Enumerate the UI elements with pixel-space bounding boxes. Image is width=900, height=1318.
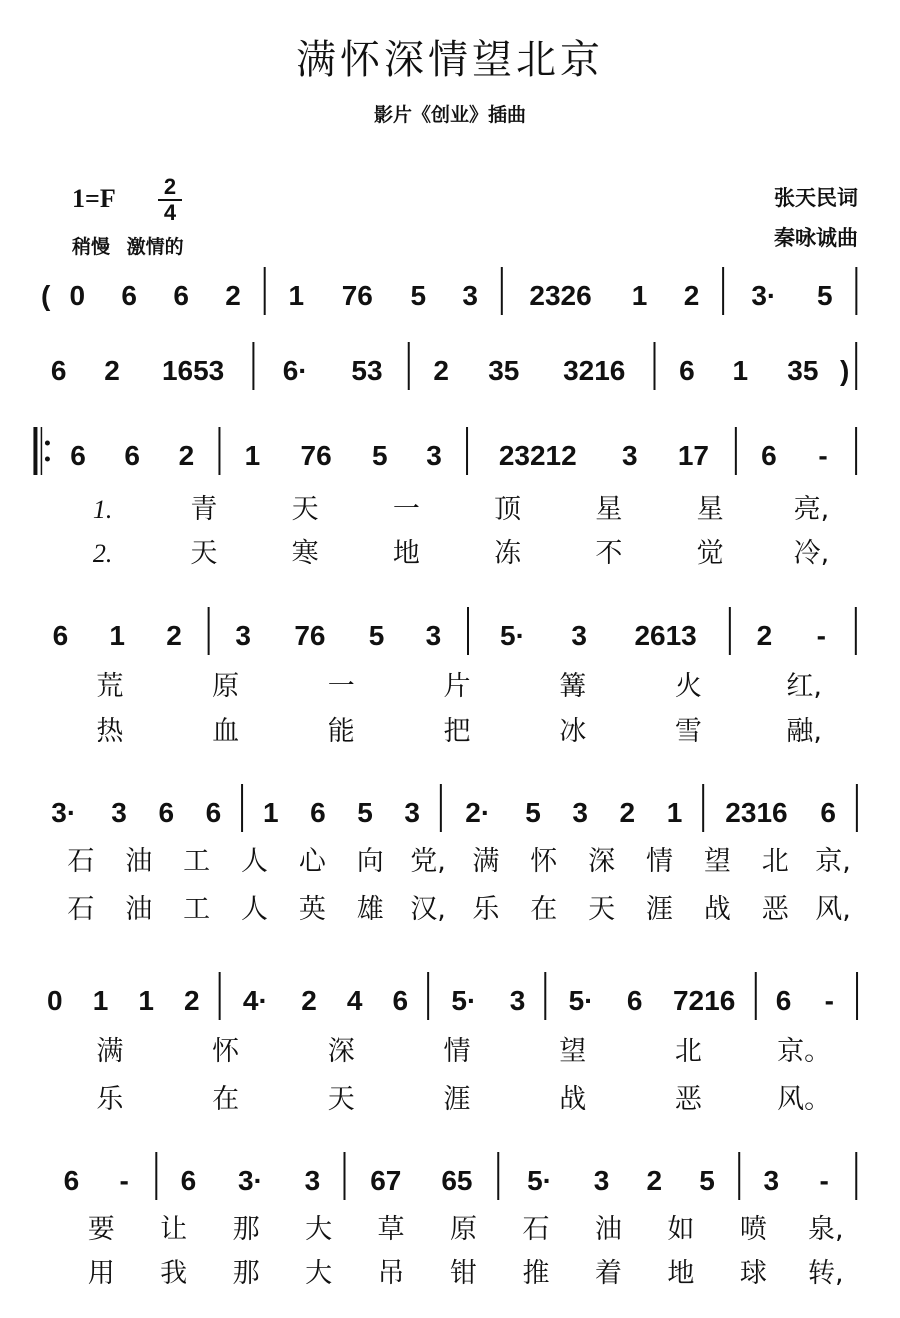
note: 6·	[282, 355, 308, 386]
note: 6	[63, 1165, 80, 1196]
lyric-syllable: 要	[87, 1214, 115, 1245]
meter-numerator: 2	[163, 174, 177, 199]
lyric-syllable: 篝	[559, 671, 587, 702]
lyric-syllable: 工	[183, 846, 211, 877]
lyric-syllable: 石	[67, 846, 95, 877]
lyric-syllable: 乐	[96, 1084, 124, 1115]
lyric-syllable: 英	[298, 894, 326, 925]
note: 17	[677, 440, 709, 471]
note: -	[119, 1165, 129, 1196]
note: 1	[631, 280, 648, 311]
note: 76	[341, 280, 373, 311]
lyric-syllable: 涯	[646, 894, 673, 925]
lyric-syllable: 石	[522, 1214, 550, 1245]
lyric-syllable: 战	[703, 894, 731, 925]
note: 6	[679, 355, 695, 386]
note: 3	[571, 620, 587, 651]
note: 5	[368, 620, 385, 651]
lyric-syllable: 油	[594, 1214, 622, 1245]
lyric-syllable: 觉	[696, 538, 724, 569]
lyric-syllable: 喷	[739, 1214, 767, 1245]
note: 2	[166, 620, 182, 651]
lyric-syllable: 荒	[96, 671, 124, 702]
lyric-syllable: 涯	[443, 1084, 471, 1115]
lyric-syllable: 党,	[410, 846, 446, 877]
lyric-syllable: 恶	[674, 1084, 702, 1115]
lyric-syllable: 战	[559, 1084, 587, 1115]
lyric-syllable: 钳	[450, 1258, 477, 1289]
note: 6	[310, 797, 326, 828]
lyric-syllable: 情	[443, 1036, 471, 1067]
lyric-syllable: 在	[530, 894, 558, 925]
note: 6	[50, 355, 67, 386]
lyric-syllable: 汉,	[410, 894, 446, 925]
lyric-syllable: 心	[298, 846, 326, 877]
note: 23212	[498, 440, 577, 471]
lyric-syllable: 用	[87, 1258, 115, 1289]
key-signature: 1=F	[72, 184, 116, 213]
lyric-syllable: 风。	[777, 1084, 832, 1115]
note: 3·	[751, 280, 777, 311]
lyric-syllable: 油	[125, 846, 153, 877]
lyric-syllable: 向	[356, 846, 384, 877]
note: 1	[92, 985, 109, 1016]
lyric-syllable: 天	[190, 538, 218, 569]
lyric-syllable: 片	[443, 671, 471, 702]
note: 1	[288, 280, 305, 311]
lyric-syllable: 一	[327, 671, 355, 702]
lyric-syllable: 血	[212, 716, 240, 747]
meter-denominator: 4	[163, 200, 177, 225]
note: 5	[699, 1165, 715, 1196]
note: 2613	[634, 620, 697, 651]
lyric-syllable: 京,	[815, 846, 851, 877]
lyric-syllable: 天	[588, 894, 616, 925]
note: 1653	[161, 355, 225, 386]
note: 6	[70, 440, 86, 471]
lyric-syllable: 地	[667, 1258, 695, 1289]
tempo-marking: 稍慢 激情的	[72, 236, 184, 258]
lyric-syllable: 雪	[674, 716, 702, 747]
lyric-syllable: 天	[327, 1084, 355, 1115]
lyric-syllable: 天	[291, 494, 319, 525]
note: (	[40, 280, 51, 311]
lyric-syllable: 北	[674, 1036, 702, 1067]
note: 6	[124, 440, 141, 471]
lyric-syllable: 顶	[494, 494, 522, 525]
lyric-syllable: 不	[595, 538, 623, 569]
note: 3	[572, 797, 588, 828]
note: 2	[619, 797, 636, 828]
lyric-syllable: 亮,	[793, 494, 830, 525]
note: 2	[683, 280, 700, 311]
note: 6	[820, 797, 836, 828]
note: 5	[525, 797, 541, 828]
note: 3	[425, 620, 442, 651]
lyric-syllable: 吊	[377, 1258, 405, 1289]
lyric-syllable: 那	[232, 1258, 260, 1289]
lyric-syllable: 北	[761, 846, 789, 877]
note: 3	[462, 280, 478, 311]
repeat-dot	[45, 441, 50, 446]
lyric-syllable: 乐	[472, 894, 500, 925]
note: 5·	[568, 985, 594, 1016]
lyric-syllable: 如	[667, 1214, 695, 1245]
note: 1	[244, 440, 261, 471]
lyric-syllable: 工	[183, 894, 211, 925]
note: 6	[761, 440, 777, 471]
note: 65	[441, 1165, 473, 1196]
note: 3	[593, 1165, 610, 1196]
lyric-syllable: 冷,	[793, 538, 830, 569]
lyric-syllable: 红,	[786, 671, 822, 702]
lyric-syllable: 泉,	[807, 1214, 844, 1245]
note: 5	[372, 440, 388, 471]
note: 2	[104, 355, 120, 386]
note: 53	[351, 355, 383, 386]
lyric-syllable: 原	[450, 1214, 477, 1245]
note: -	[818, 440, 828, 471]
lyric-syllable: 融,	[786, 716, 822, 747]
note: 1	[732, 355, 749, 386]
song-title: 满怀深情望北京	[296, 37, 604, 83]
lyric-syllable: 那	[232, 1214, 260, 1245]
lyric-syllable: 情	[646, 846, 673, 877]
note: 0	[47, 985, 63, 1016]
note: 3	[235, 620, 251, 651]
note: 5·	[500, 620, 525, 651]
note: 0	[69, 280, 86, 311]
lyric-syllable: 寒	[291, 538, 319, 569]
note: 76	[294, 620, 326, 651]
note: 2	[184, 985, 200, 1016]
note: 4	[346, 985, 363, 1016]
note: -	[819, 1165, 829, 1196]
note: 3216	[563, 355, 626, 386]
note: 6	[205, 797, 222, 828]
lyric-syllable: 人	[241, 894, 268, 925]
note: 7216	[672, 985, 736, 1016]
note: 1	[666, 797, 683, 828]
lyric-syllable: 深	[588, 846, 616, 877]
note: 1	[109, 620, 126, 651]
lyric-syllable: 星	[595, 494, 623, 525]
lyric-syllable: 大	[305, 1214, 333, 1245]
lyric-syllable: 火	[674, 671, 702, 702]
note: 3	[426, 440, 442, 471]
song-subtitle: 影片《创业》插曲	[373, 104, 526, 126]
note: 5·	[527, 1165, 553, 1196]
note: 6	[158, 797, 175, 828]
lyricist-credit: 张天民词	[774, 186, 858, 210]
lyric-syllable: 大	[305, 1258, 333, 1289]
lyric-syllable: 热	[96, 716, 124, 747]
lyric-syllable: 让	[160, 1214, 188, 1245]
lyric-syllable: 我	[160, 1258, 188, 1289]
note: 76	[300, 440, 332, 471]
lyric-syllable: 石	[67, 894, 95, 925]
lyric-syllable: 转,	[807, 1258, 844, 1289]
note: 35	[787, 355, 819, 386]
note: 35	[488, 355, 520, 386]
lyric-syllable: 球	[739, 1258, 767, 1289]
note: -	[816, 620, 826, 651]
composer-credit: 秦咏诚曲	[774, 226, 858, 250]
lyric-syllable: 满	[96, 1036, 124, 1067]
lyric-syllable: 恶	[761, 894, 789, 925]
note: 2·	[465, 797, 491, 828]
lyric-syllable: 青	[190, 494, 218, 525]
lyric-syllable: 着	[594, 1258, 622, 1289]
note: 6	[121, 280, 137, 311]
lyric-syllable: 草	[377, 1214, 405, 1245]
note: 5	[816, 280, 833, 311]
note: 6	[180, 1165, 197, 1196]
lyric-syllable: 原	[212, 671, 240, 702]
repeat-dot	[45, 457, 50, 462]
lyric-syllable: 人	[241, 846, 268, 877]
lyric-syllable: 油	[125, 894, 153, 925]
note: 1	[262, 797, 279, 828]
note: 2	[301, 985, 317, 1016]
lyric-syllable: 风,	[815, 894, 851, 925]
lyric-syllable: 雄	[356, 894, 384, 925]
lyric-syllable: 地	[392, 538, 420, 569]
note: 2	[225, 280, 241, 311]
note: 1	[138, 985, 154, 1016]
note: 6	[392, 985, 409, 1016]
note: 5·	[451, 985, 477, 1016]
note: 4·	[242, 985, 268, 1016]
note: 3	[111, 797, 127, 828]
note: 3·	[237, 1165, 263, 1196]
note: 3	[621, 440, 638, 471]
lyric-syllable: 怀	[212, 1036, 240, 1067]
note: 6	[52, 620, 69, 651]
note: 6	[626, 985, 643, 1016]
lyric-syllable: 满	[472, 846, 500, 877]
note: 6	[775, 985, 792, 1016]
note: 3	[509, 985, 526, 1016]
lyric-syllable: 推	[522, 1258, 550, 1289]
lyric-syllable: 能	[327, 716, 355, 747]
note: 2	[646, 1165, 663, 1196]
lyric-syllable: 星	[696, 494, 724, 525]
note: 2316	[725, 797, 788, 828]
note: 2	[178, 440, 195, 471]
note: 6	[173, 280, 189, 311]
verse-number: 2.	[92, 539, 113, 568]
lyric-syllable: 望	[559, 1036, 587, 1067]
note: 2	[433, 355, 449, 386]
lyric-syllable: 深	[327, 1036, 355, 1067]
lyric-syllable: 一	[392, 494, 420, 525]
lyric-syllable: 把	[443, 716, 471, 747]
note: 5	[357, 797, 373, 828]
lyric-syllable: 望	[703, 846, 731, 877]
note: 67	[370, 1165, 402, 1196]
note: 5	[410, 280, 427, 311]
lyric-syllable: 京。	[777, 1036, 832, 1067]
lyric-syllable: 冰	[559, 716, 587, 747]
note: 3	[763, 1165, 780, 1196]
note: 3	[304, 1165, 321, 1196]
note: -	[824, 985, 834, 1016]
lyric-syllable: 在	[212, 1084, 240, 1115]
note: 3·	[51, 797, 77, 828]
note: 2326	[529, 280, 592, 311]
note: 2	[756, 620, 773, 651]
note: 3	[404, 797, 420, 828]
note: )	[839, 355, 850, 386]
lyric-syllable: 怀	[530, 846, 558, 877]
verse-number: 1.	[92, 495, 113, 524]
lyric-syllable: 冻	[494, 538, 522, 569]
